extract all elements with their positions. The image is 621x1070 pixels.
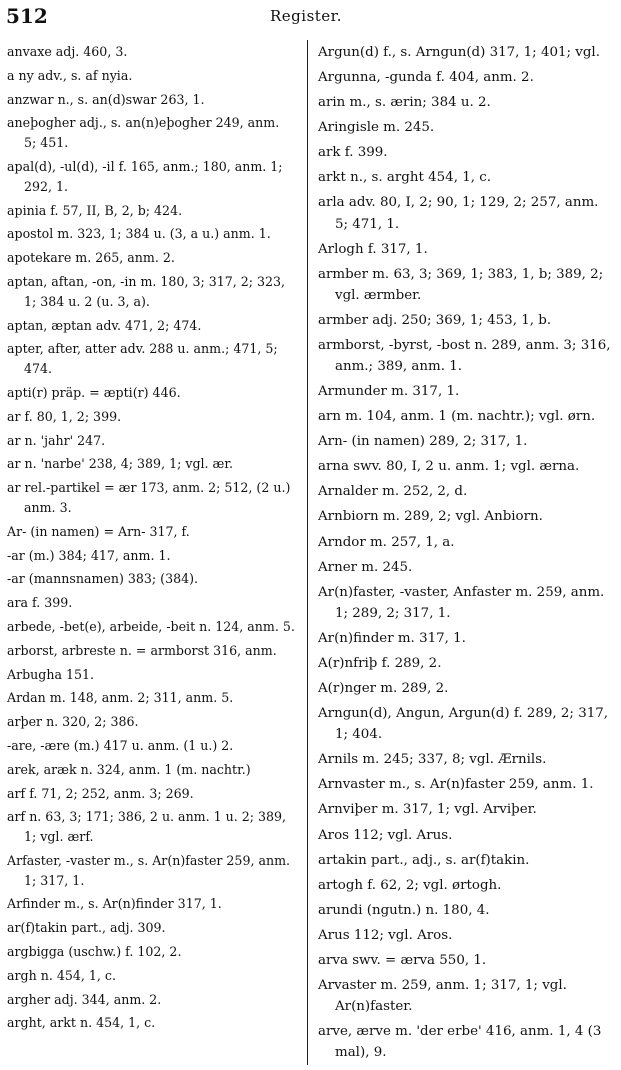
register-entry: ar(f)takin part., adj. 309. bbox=[7, 920, 166, 936]
register-entry: ara f. 399. bbox=[7, 595, 73, 611]
register-entry: Ardan m. 148, anm. 2; 311, anm. 5. bbox=[7, 690, 234, 706]
register-entry: Arfaster, -vaster m., s. Ar(n)faster 259, anm. 1; 317, 1. bbox=[7, 852, 291, 888]
register-entry: apal(d), -ul(d), -il f. 165, anm.; 180, anm. 1; 292, 1. bbox=[7, 158, 283, 194]
register-entry: apotekare m. 265, anm. 2. bbox=[7, 250, 175, 266]
register-entry: armber m. 63, 3; 369, 1; 383, 1, b; 389, 2; vgl. ærmber. bbox=[318, 266, 604, 303]
register-entry: Aros 112; vgl. Arus. bbox=[318, 827, 453, 843]
register-entry: A(r)nger m. 289, 2. bbox=[318, 681, 449, 697]
register-entry: apti(r) präp. = æpti(r) 446. bbox=[7, 384, 181, 400]
register-entry: arborst, arbreste n. = armborst 316, anm. bbox=[7, 642, 277, 658]
register-entry: Aringisle m. 245. bbox=[318, 120, 435, 136]
register-entry: arek, aræk n. 324, anm. 1 (m. nachtr.) bbox=[7, 761, 251, 777]
register-entry: ark f. 399. bbox=[318, 145, 388, 161]
register-entry: Arlogh f. 317, 1. bbox=[318, 241, 428, 257]
register-entry: arin m., s. ærin; 384 u. 2. bbox=[318, 95, 491, 111]
register-entry: Armunder m. 317, 1. bbox=[318, 384, 460, 400]
register-entry: Ar(n)faster, -vaster, Anfaster m. 259, anm. 1; 289, 2; 317, 1. bbox=[318, 584, 605, 621]
register-entry: Arvaster m. 259, anm. 1; 317, 1; vgl. Ar(n)faster. bbox=[318, 977, 567, 1015]
register-entry: Arnvaster m., s. Ar(n)faster 259, anm. 1. bbox=[318, 777, 594, 793]
register-entry: -ar (mannsnamen) 383; (384). bbox=[7, 571, 199, 587]
register-entry: arna swv. 80, I, 2 u. anm. 1; vgl. ærna. bbox=[318, 459, 580, 475]
register-entry: argbigga (uschw.) f. 102, 2. bbox=[7, 944, 182, 960]
register-entry: armborst, -byrst, -bost n. 289, anm. 3; 316, anm.; 389, anm. 1. bbox=[318, 337, 611, 375]
register-entry: arf f. 71, 2; 252, anm. 3; 269. bbox=[7, 785, 194, 801]
page-header bbox=[0, 2, 621, 32]
register-entry: arkt n., s. arght 454, 1, c. bbox=[318, 170, 491, 186]
register-entry: armber adj. 250; 369, 1; 453, 1, b. bbox=[318, 312, 552, 328]
register-entry: Argunna, -gunda f. 404, anm. 2. bbox=[318, 70, 534, 86]
register-entry: apter, after, atter adv. 288 u. anm.; 471, 5; 474. bbox=[7, 341, 278, 377]
register-entry: argher adj. 344, anm. 2. bbox=[7, 991, 162, 1007]
register-entry: arbede, -bet(e), arbeide, -beit n. 124, anm. 5. bbox=[7, 618, 295, 634]
register-entry: arn m. 104, anm. 1 (m. nachtr.); vgl. ørn. bbox=[318, 409, 596, 425]
register-entry: argh n. 454, 1, c. bbox=[7, 967, 116, 983]
register-entry: -ar (m.) 384; 417, anm. 1. bbox=[7, 547, 171, 563]
register-entry: aptan, aftan, -on, -in m. 180, 3; 317, 2; 323, 1; 384 u. 2 (u. 3, a). bbox=[7, 273, 286, 309]
register-entry: arf n. 63, 3; 171; 386, 2 u. anm. 1 u. 2; 389, 1; vgl. ærf. bbox=[7, 809, 287, 845]
running-head: Register. bbox=[270, 7, 342, 25]
register-entry: a ny adv., s. af nyia. bbox=[7, 67, 133, 83]
register-entry: Arfinder m., s. Ar(n)finder 317, 1. bbox=[7, 896, 222, 912]
register-entry: Arnils m. 245; 337, 8; vgl. Ærnils. bbox=[318, 752, 547, 768]
register-entry: arþer n. 320, 2; 386. bbox=[7, 714, 139, 730]
register-entry: arght, arkt n. 454, 1, c. bbox=[7, 1015, 156, 1031]
register-entry: arundi (ngutn.) n. 180, 4. bbox=[318, 902, 490, 918]
register-entry: aneþogher adj., s. an(n)eþogher 249, anm. 5; 451. bbox=[7, 115, 280, 151]
register-entry: anzwar n., s. an(d)swar 263, 1. bbox=[7, 91, 205, 107]
register-entry: Arnalder m. 252, 2, d. bbox=[318, 484, 468, 500]
register-entry: arve, ærve m. 'der erbe' 416, anm. 1, 4 (3 mal), 9. bbox=[318, 1024, 602, 1061]
register-entry: aptan, æptan adv. 471, 2; 474. bbox=[7, 317, 202, 333]
right-column bbox=[318, 42, 614, 1063]
register-entry: Arngun(d), Angun, Argun(d) f. 289, 2; 317, 1; 404. bbox=[318, 706, 609, 743]
register-entry: artakin part., adj., s. ar(f)takin. bbox=[318, 852, 530, 868]
register-entry: arva swv. = ærva 550, 1. bbox=[318, 952, 487, 968]
register-entry: arla adv. 80, I, 2; 90, 1; 129, 2; 257, anm. 5; 471, 1. bbox=[318, 195, 599, 232]
register-entry: Ar(n)finder m. 317, 1. bbox=[318, 630, 466, 646]
page-number: 512 bbox=[6, 4, 48, 28]
register-entry: apostol m. 323, 1; 384 u. (3, a u.) anm. 1. bbox=[7, 226, 271, 242]
register-entry: Arus 112; vgl. Aros. bbox=[318, 927, 453, 943]
register-entry: Arnbiorn m. 289, 2; vgl. Anbiorn. bbox=[318, 509, 543, 525]
register-entry: ar f. 80, 1, 2; 399. bbox=[7, 408, 122, 424]
register-entry: ar n. 'jahr' 247. bbox=[7, 432, 106, 448]
register-entry: Arner m. 245. bbox=[318, 559, 413, 575]
register-entry: Arn- (in namen) 289, 2; 317, 1. bbox=[318, 434, 528, 450]
register-entry: -are, -ære (m.) 417 u. anm. (1 u.) 2. bbox=[7, 737, 234, 753]
register-entry: Ar- (in namen) = Arn- 317, f. bbox=[7, 523, 190, 539]
register-entry: A(r)nfriþ f. 289, 2. bbox=[318, 655, 442, 671]
register-entry: Arndor m. 257, 1, a. bbox=[318, 534, 455, 550]
register-entry: anvaxe adj. 460, 3. bbox=[7, 44, 128, 59]
register-entry: ar n. 'narbe' 238, 4; 389, 1; vgl. ær. bbox=[7, 456, 234, 472]
register-entry: apinia f. 57, II, B, 2, b; 424. bbox=[7, 202, 183, 218]
register-entry: ar rel.-partikel = ær 173, anm. 2; 512, (2 u.) anm. 3. bbox=[7, 480, 291, 515]
register-entry: Argun(d) f., s. Arngun(d) 317, 1; 401; vgl. bbox=[318, 45, 600, 60]
register-entry: Arnviþer m. 317, 1; vgl. Arviþer. bbox=[318, 802, 537, 818]
column-divider bbox=[307, 40, 308, 1065]
left-column bbox=[7, 42, 295, 1033]
register-entry: Arbugha 151. bbox=[7, 666, 95, 682]
register-entry: artogh f. 62, 2; vgl. ørtogh. bbox=[318, 877, 502, 893]
